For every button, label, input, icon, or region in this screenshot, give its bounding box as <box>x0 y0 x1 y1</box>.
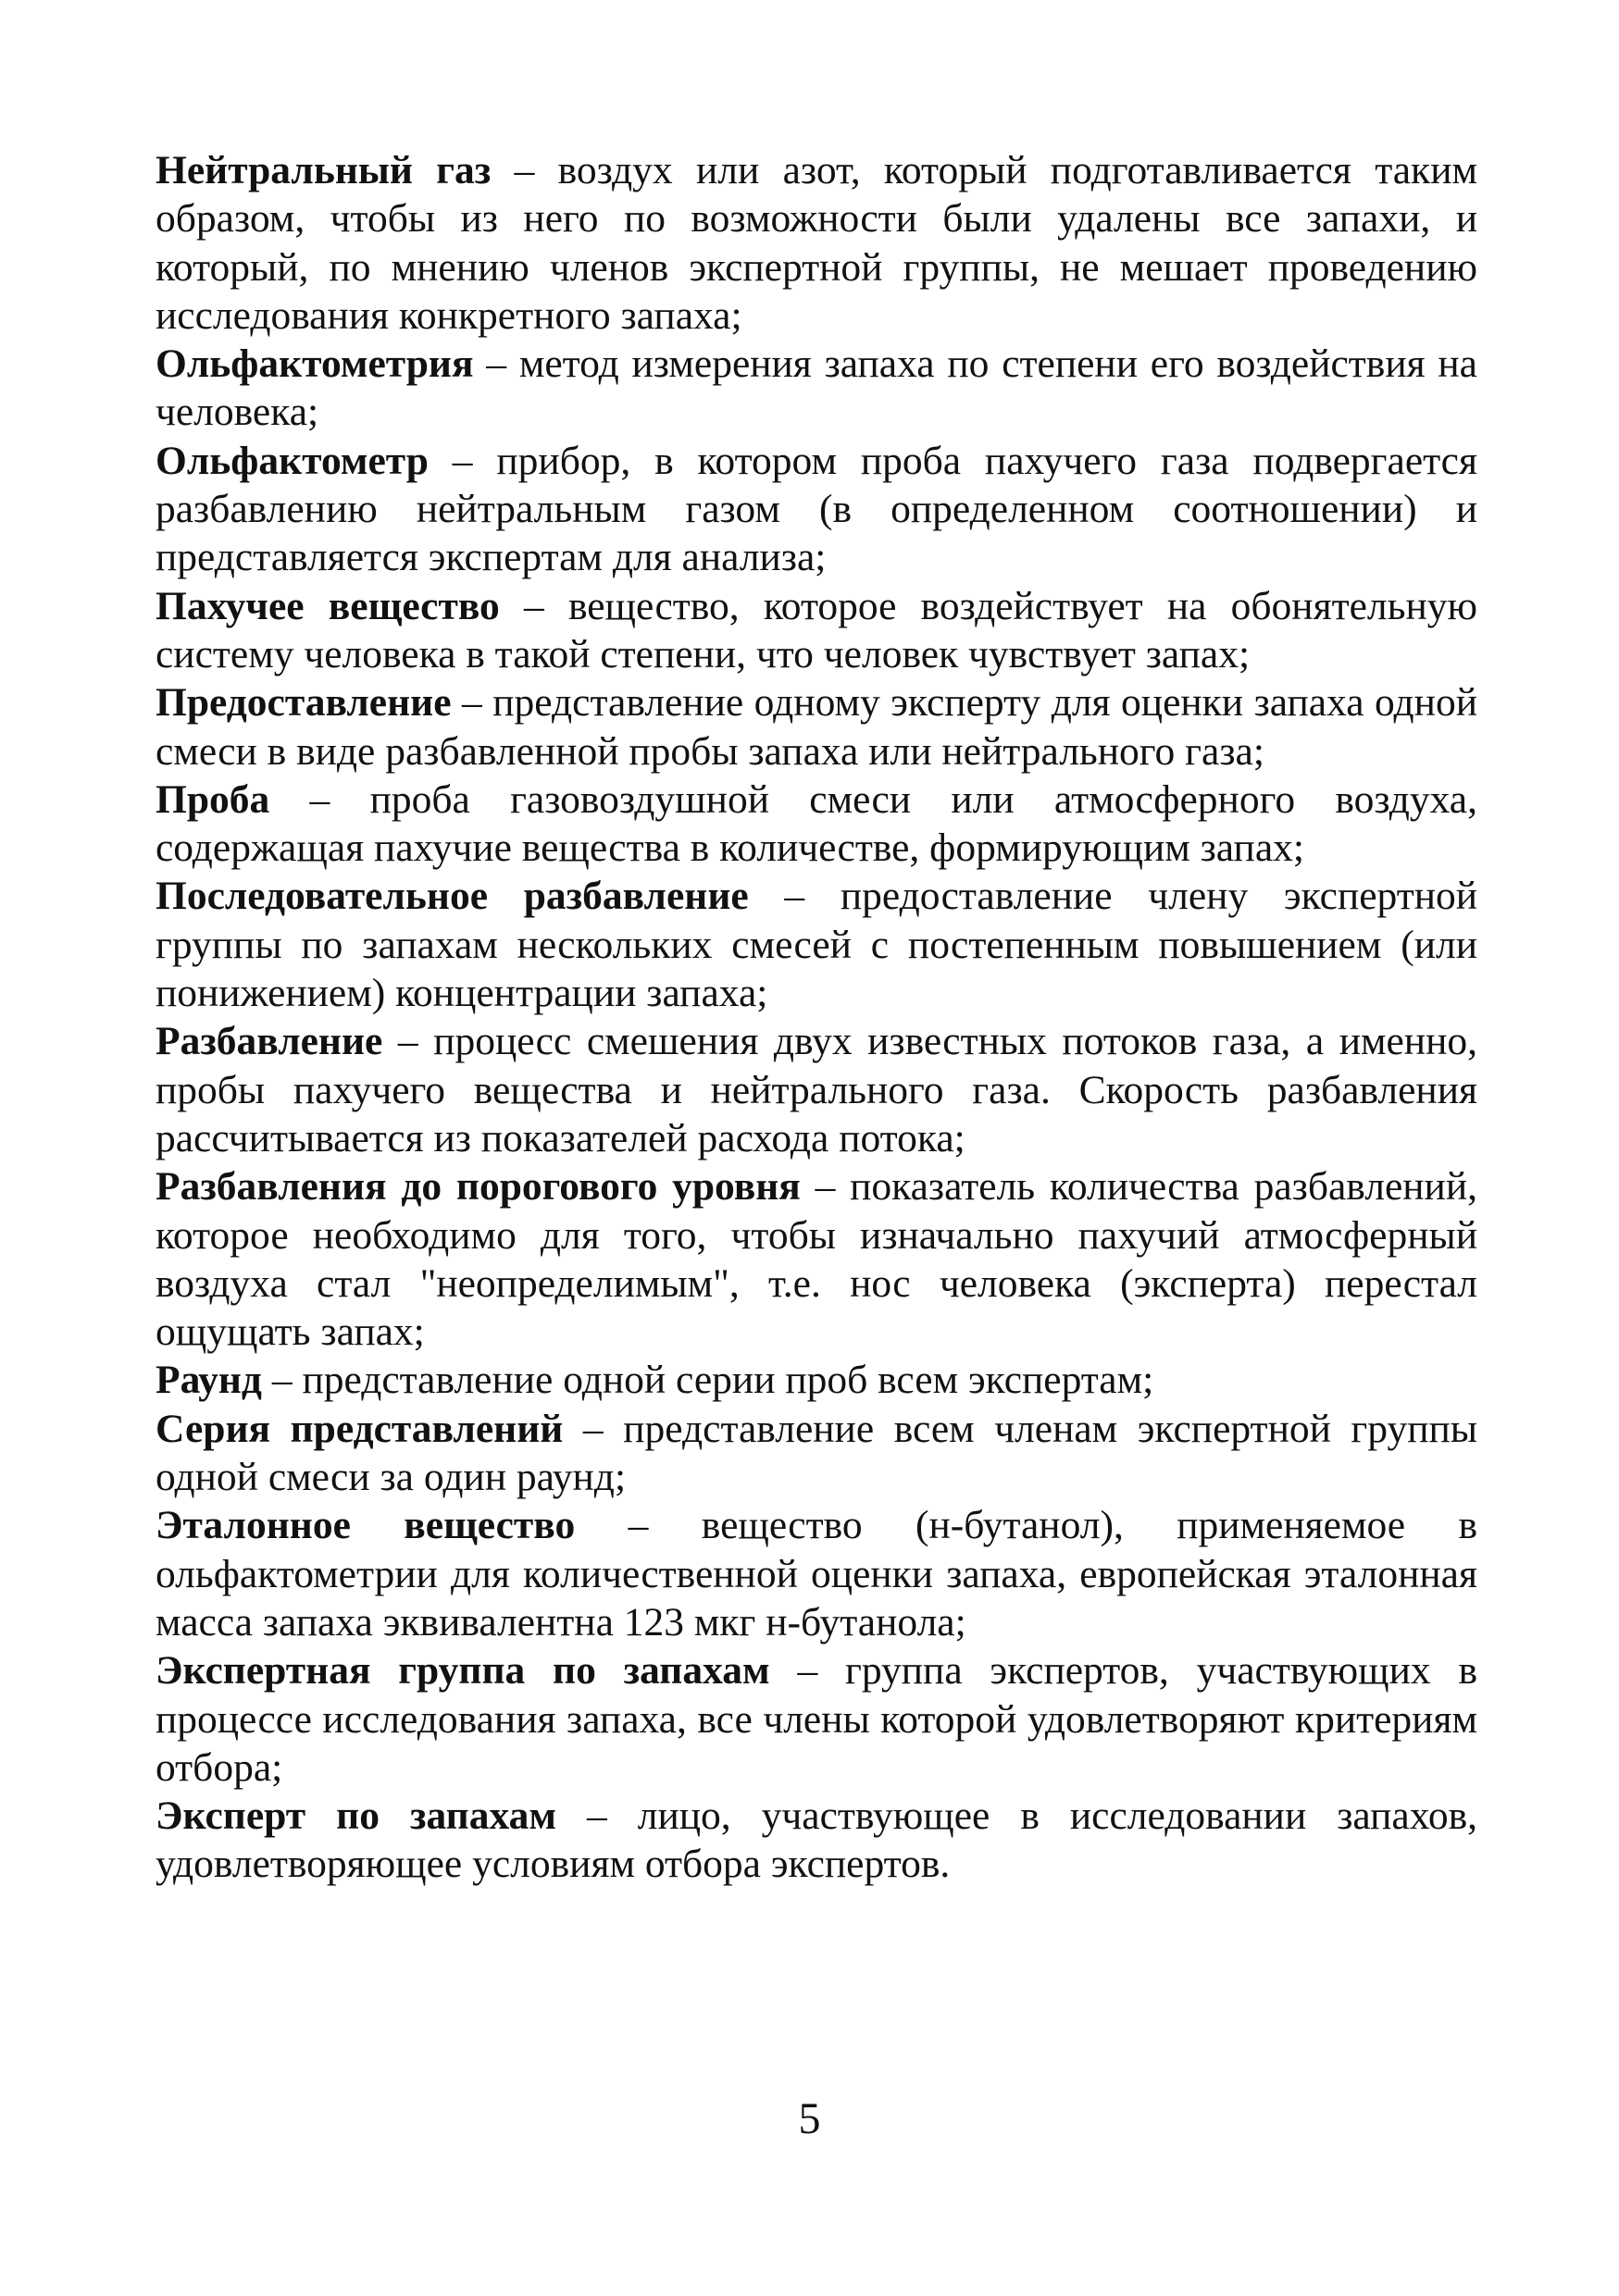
definition-text: – прибор, в котором проба пахучего газа подвергается разбавлению нейтральным газом (в определенном соотношении) и представляется экспертам для анализа; <box>156 438 1477 580</box>
definition-text: – воздух или азот, который подготавливается таким образом, чтобы из него по возможности были удалены все запахи, и который, по мнению членов экспертной группы, не мешает проведению исследования конкретного запаха; <box>156 148 1477 338</box>
definitions-list <box>156 146 1477 1889</box>
definition-term: Проба <box>156 776 270 822</box>
definition-entry <box>156 146 1477 340</box>
definition-term: Эталонное вещество <box>156 1503 576 1548</box>
definition-text: – предоставление члену экспертной группы по запахам нескольких смесей с постепенным повышением (или понижением) концентрации запаха; <box>156 874 1478 1016</box>
definition-text: – процесс смешения двух известных потоков газа, а именно, пробы пахучего вещества и нейтрального газа. Скорость разбавления рассчитывается из показателей расхода потока; <box>156 1019 1477 1160</box>
definition-term: Раунд <box>156 1358 262 1403</box>
definition-text: – проба газовоздушной смеси или атмосферного воздуха, содержащая пахучие вещества в количестве, формирующим запах; <box>156 776 1477 871</box>
definition-term: Предоставление <box>156 680 452 726</box>
definition-term: Разбавление <box>156 1019 383 1064</box>
definition-term: Серия представлений <box>156 1406 564 1451</box>
definition-text: – лицо, участвующее в исследовании запахов, удовлетворяющее условиям отбора экспертов. <box>156 1793 1477 1887</box>
definition-entry <box>156 1501 1477 1646</box>
definition-entry <box>156 1405 1477 1502</box>
definition-term: Экспертная группа по запахам <box>156 1648 770 1694</box>
definition-entry <box>156 872 1477 1017</box>
definition-entry <box>156 340 1477 437</box>
definition-entry <box>156 1792 1477 1889</box>
definition-text: – группа экспертов, участвующих в процессе исследования запаха, все члены которой удовлетворяют критериям отбора; <box>156 1648 1477 1790</box>
definition-text: – вещество, которое воздействует на обонятельную систему человека в такой степени, что человек чувствует запах; <box>156 583 1477 676</box>
definition-term: Пахучее вещество <box>156 583 500 628</box>
page-number: 5 <box>798 2094 821 2143</box>
definition-term: Разбавления до порогового уровня <box>156 1164 801 1210</box>
definition-entry <box>156 1356 1477 1404</box>
definition-entry <box>156 1017 1477 1162</box>
definition-term: Ольфактометр <box>156 438 429 483</box>
definition-term: Последовательное разбавление <box>156 874 749 919</box>
definition-text: – представление одной серии проб всем экспертам; <box>261 1358 1154 1403</box>
definition-text: – показатель количества разбавлений, которое необходимо для того, чтобы изначально пахучий атмосферный воздуха стал "неопределимым", т.е. нос человека (эксперта) перестал ощущать запах; <box>156 1164 1477 1355</box>
definition-entry <box>156 582 1477 679</box>
definition-entry <box>156 776 1477 873</box>
definition-entry <box>156 678 1477 776</box>
definition-text: – вещество (н-бутанол), применяемое в ольфактометрии для количественной оценки запаха, европейская эталонная масса запаха эквивалентна 123 мкг н-бутанола; <box>156 1503 1477 1644</box>
definition-entry <box>156 1162 1477 1356</box>
definition-entry <box>156 437 1477 582</box>
definition-term: Ольфактометрия <box>156 341 474 387</box>
definition-entry <box>156 1646 1477 1792</box>
definition-term: Эксперт по запахам <box>156 1793 557 1839</box>
definition-text: – представление всем членам экспертной группы одной смеси за один раунд; <box>156 1406 1477 1500</box>
definition-term: Нейтральный газ <box>156 148 492 192</box>
definition-text: – представление одному эксперту для оценки запаха одной смеси в виде разбавленной пробы запаха или нейтрального газа; <box>156 680 1477 774</box>
definition-text: – метод измерения запаха по степени его воздействия на человека; <box>156 341 1477 435</box>
